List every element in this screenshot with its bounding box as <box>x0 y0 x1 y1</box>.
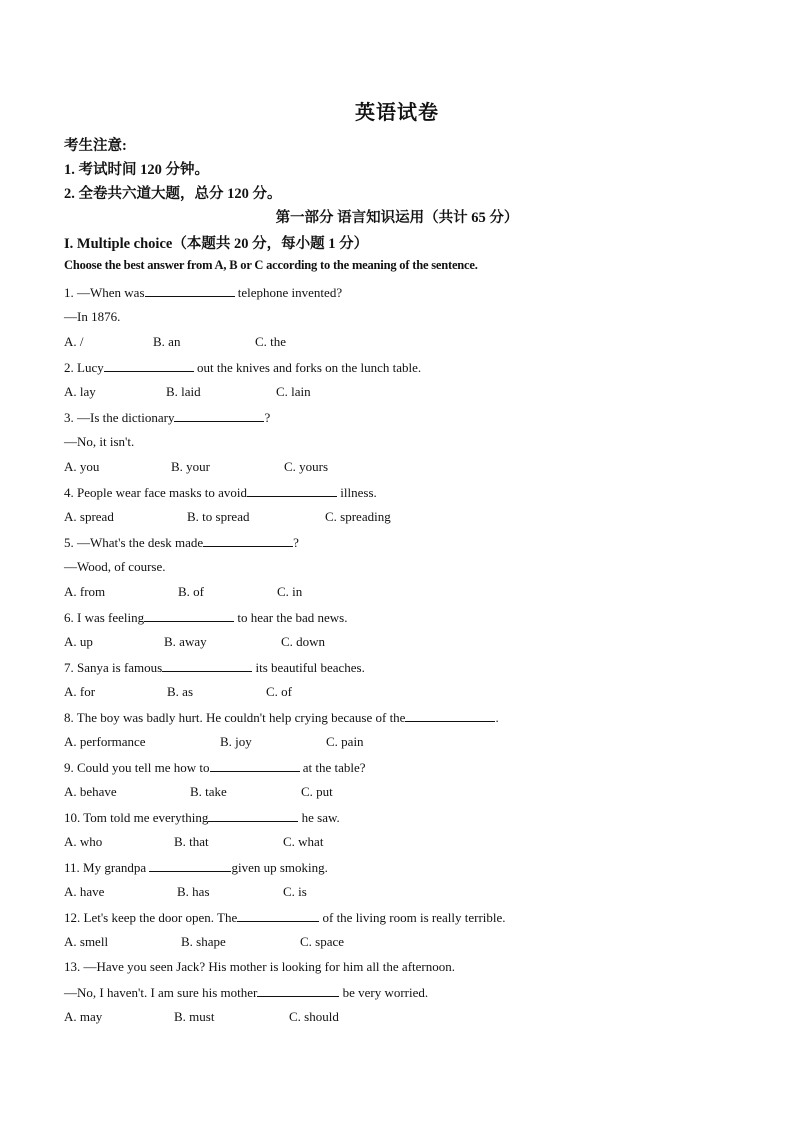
option-a: A. who <box>64 834 103 849</box>
option-a: A. from <box>64 584 106 599</box>
answer-blank <box>174 408 264 422</box>
question-7: 7. Sanya is famous its beautiful beaches. <box>64 660 365 675</box>
answer-blank <box>208 808 298 822</box>
question-1-options <box>0 333 794 358</box>
answer-blank <box>237 908 319 922</box>
answer-blank <box>145 283 235 297</box>
question-13-reply: —No, I haven't. I am sure his mother be very worried. <box>64 985 429 1000</box>
option-b: B. that <box>174 834 209 849</box>
question-11: 11. My grandpa given up smoking. <box>64 860 328 875</box>
option-c: C. put <box>301 784 333 799</box>
option-a: A. lay <box>64 384 96 399</box>
answer-blank <box>257 983 339 997</box>
answer-blank <box>144 608 234 622</box>
option-c: C. space <box>300 934 345 949</box>
option-b: B. an <box>153 334 181 349</box>
question-9-options <box>0 783 794 808</box>
option-b: B. your <box>171 459 210 474</box>
section-instruction: Choose the best answer from A, B or C according to the meaning of the sentence. <box>64 258 478 272</box>
question-4-options <box>0 508 794 533</box>
question-3-reply: —No, it isn't. <box>64 434 135 449</box>
notice-item-1: 1. 考试时间 120 分钟。 <box>64 162 209 178</box>
page-title: 英语试卷 <box>355 102 439 124</box>
option-c: C. in <box>277 584 303 599</box>
question-9: 9. Could you tell me how to at the table? <box>64 760 366 775</box>
option-c: C. should <box>289 1009 339 1024</box>
question-10-options <box>0 833 794 858</box>
option-b: B. shape <box>181 934 226 949</box>
question-3: 3. —Is the dictionary ? <box>64 410 271 425</box>
question-11-options <box>0 883 794 908</box>
question-5-options <box>0 583 794 608</box>
question-8: 8. The boy was badly hurt. He couldn't help crying because of the . <box>64 710 499 725</box>
option-b: B. joy <box>220 734 252 749</box>
question-8-options <box>0 733 794 758</box>
option-b: B. of <box>178 584 204 599</box>
option-a: A. smell <box>64 934 109 949</box>
section-title: I. Multiple choice（本题共 20 分，每小题 1 分） <box>64 236 369 252</box>
question-10: 10. Tom told me everything he saw. <box>64 810 340 825</box>
question-1-reply: —In 1876. <box>64 309 121 324</box>
option-c: C. the <box>255 334 287 349</box>
question-1: 1. —When was telephone invented? <box>64 285 343 300</box>
question-4: 4. People wear face masks to avoid illness. <box>64 485 377 500</box>
option-c: C. spreading <box>325 509 391 524</box>
answer-blank <box>149 858 231 872</box>
option-a: A. have <box>64 884 105 899</box>
question-13-options <box>0 1008 794 1033</box>
option-b: B. laid <box>166 384 201 399</box>
answer-blank <box>247 483 337 497</box>
option-a: A. spread <box>64 509 114 524</box>
question-13: 13. —Have you seen Jack? His mother is looking for him all the afternoon. <box>64 959 455 974</box>
question-12: 12. Let's keep the door open. The of the living room is really terrible. <box>64 910 506 925</box>
question-list <box>0 283 794 1033</box>
option-b: B. away <box>164 634 207 649</box>
option-a: A. performance <box>64 734 146 749</box>
option-c: C. pain <box>326 734 364 749</box>
answer-blank <box>203 533 293 547</box>
question-3-options <box>0 458 794 483</box>
notice-item-2: 2. 全卷共六道大题，总分 120 分。 <box>64 186 282 202</box>
option-c: C. down <box>281 634 326 649</box>
option-c: C. what <box>283 834 324 849</box>
option-c: C. is <box>283 884 307 899</box>
option-b: B. has <box>177 884 210 899</box>
question-2: 2. Lucy out the knives and forks on the lunch table. <box>64 360 422 375</box>
option-a: A. you <box>64 459 100 474</box>
option-b: B. as <box>167 684 193 699</box>
answer-blank <box>210 758 300 772</box>
option-b: B. to spread <box>187 509 250 524</box>
question-12-options <box>0 933 794 958</box>
question-5: 5. —What's the desk made ? <box>64 535 299 550</box>
part-title: 第一部分 语言知识运用（共计 65 分） <box>275 210 519 226</box>
question-7-options <box>0 683 794 708</box>
option-c: C. of <box>266 684 292 699</box>
answer-blank <box>405 708 495 722</box>
question-5-reply: —Wood, of course. <box>64 559 166 574</box>
option-b: B. take <box>190 784 227 799</box>
option-a: A. may <box>64 1009 103 1024</box>
option-a: A. up <box>64 634 93 649</box>
question-6: 6. I was feeling to hear the bad news. <box>64 610 348 625</box>
option-a: A. behave <box>64 784 117 799</box>
option-a: A. / <box>64 334 84 349</box>
option-a: A. for <box>64 684 96 699</box>
option-b: B. must <box>174 1009 215 1024</box>
question-6-options <box>0 633 794 658</box>
question-2-options <box>0 383 794 408</box>
answer-blank <box>104 358 194 372</box>
answer-blank <box>162 658 252 672</box>
notice-heading: 考生注意: <box>64 138 127 154</box>
option-c: C. yours <box>284 459 329 474</box>
option-c: C. lain <box>276 384 311 399</box>
